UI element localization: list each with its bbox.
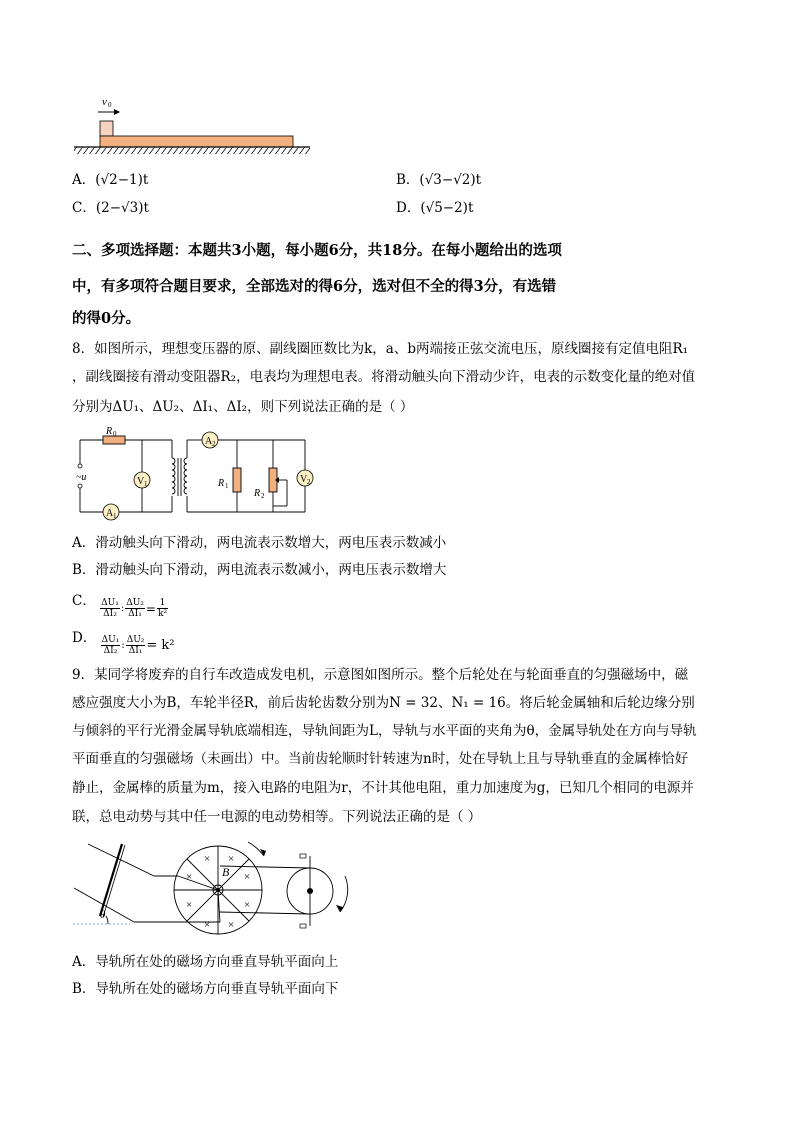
q8-option-c-ratio: $\frac{\text{ΔU₁}}{\text{ΔI₂}}$ : $\frac{\text{ΔU₂}}{\text{ΔI₁}}$ = $\frac{1}{\text{k²}}$ [101, 598, 168, 619]
v0-label: v [102, 96, 107, 108]
bicycle-generator-figure [70, 832, 360, 942]
r1-label: R [218, 478, 225, 489]
svg-text:×: × [204, 853, 211, 865]
svg-text:A: A [106, 508, 114, 519]
q7-option-b[interactable]: B．(√3−√2)t [396, 172, 482, 188]
q7-option-a-expr: (√2−1)t [95, 172, 149, 188]
q8-option-b[interactable]: B．滑动触头向下滑动，两电流表示数减小，两电压表示数增大 [72, 562, 447, 578]
svg-text:A: A [205, 436, 213, 447]
q9-stem-line5: 静止，金属棒的质量为m，接入电路的电阻为r，不计其他电阻，重力加速度为g，已知几个相同的电源并 [72, 780, 694, 796]
svg-text:1: 1 [113, 512, 117, 520]
q9-option-b[interactable]: B．导轨所在处的磁场方向垂直导轨平面向下 [72, 981, 339, 997]
v1-meter [134, 472, 150, 488]
svg-text:1: 1 [225, 482, 229, 490]
q8-stem-line2: ，副线圈接有滑动变阻器R₂，电表均为理想电表。将滑动触头向下滑动少许，电表的示数变化量的绝对值 [72, 369, 696, 385]
q8-stem-line1: 8．如图所示，理想变压器的原、副线圈匝数比为k，a、b两端接正弦交流电压，原线圈接有定值电阻R₁ [72, 341, 689, 357]
svg-text:×: × [204, 919, 211, 931]
theta-label: θ [100, 909, 106, 921]
q7-option-d[interactable]: D．(√5−2)t [396, 200, 474, 216]
q7-option-b-expr: (√3−√2)t [419, 172, 482, 188]
wheel-rotation-arrow [248, 842, 264, 856]
r1-resistor [233, 468, 241, 492]
svg-text:1: 1 [144, 480, 148, 488]
svg-text:×: × [244, 871, 251, 883]
v2-meter [297, 470, 313, 486]
svg-text:×: × [186, 871, 193, 883]
v0-sub: 0 [108, 101, 112, 109]
q7-option-c-expr: (2−√3)t [95, 200, 149, 216]
svg-text:2: 2 [212, 440, 216, 448]
a2-meter [202, 432, 218, 448]
q9-option-a[interactable]: A．导轨所在处的磁场方向垂直导轨平面向上 [72, 954, 339, 970]
r2-label: R [254, 488, 261, 499]
q7-option-c[interactable]: C．(2−√3)t [72, 200, 149, 216]
section2-heading-line1: 二、多项选择题：本题共3小题，每小题6分，共18分。在每小题给出的选项 [72, 242, 562, 259]
block-board-figure [70, 92, 320, 156]
svg-text:V: V [137, 476, 145, 487]
q7-option-d-expr: (√5−2)t [420, 200, 474, 216]
svg-text:×: × [244, 899, 251, 911]
a1-meter [103, 504, 119, 520]
q8-option-c[interactable]: C． $\frac{\text{ΔU₁}}{\text{ΔI₂}}$ : $\frac{\text{ΔU₂}}{\text{ΔI₁}}$ = $\frac{1}{\text{k²}}$ [72, 593, 168, 619]
q9-stem-line4: 平面垂直的匀强磁场（未画出）中。当前齿轮顺时针转速为n时，处在导轨上且与导轨垂直的金属棒恰好 [72, 751, 689, 767]
q9-stem-line6: 联，总电动势与其中任一电源的电动势相等。下列说法正确的是（ ） [72, 809, 482, 825]
svg-text:2: 2 [307, 478, 311, 486]
q8-stem-line3: 分别为ΔU₁、ΔU₂、ΔI₁、ΔI₂，则下列说法正确的是（ ） [72, 399, 414, 415]
svg-text:×: × [186, 899, 193, 911]
source-label: ~u [76, 472, 87, 483]
q9-stem-line1: 9．某同学将废弃的自行车改造成发电机，示意图如图所示。整个后轮处在与轮面垂直的匀强磁场中，磁 [72, 667, 689, 683]
q9-stem-line2: 感应强度大小为B，车轮半径R，前后齿轮齿数分别为N = 32、N₁ = 16。将后轮金属轴和后轮边缘分别 [72, 695, 695, 711]
r0-label: R [106, 426, 113, 437]
svg-text:V: V [300, 474, 308, 485]
section2-heading-line2: 中，有多项符合题目要求，全部选对的得6分，选对但不全的得3分，有选错 [72, 278, 557, 295]
q8-option-d-ratio: $\frac{\text{ΔU₁}}{\text{ΔI₂}}$ : $\frac{\text{ΔU₂}}{\text{ΔI₁}}$ = k² [101, 635, 175, 656]
long-board [100, 136, 293, 147]
b-field-label: B [222, 865, 230, 879]
ground-hatch [74, 147, 310, 154]
svg-text:×: × [228, 919, 235, 931]
svg-text:×: × [228, 853, 235, 865]
q9-stem-line3: 与倾斜的平行光滑金属导轨底端相连，导轨间距为L，导轨与水平面的夹角为θ，金属导轨处在方向与导轨 [72, 723, 697, 739]
small-block [100, 121, 113, 136]
svg-text:0: 0 [113, 430, 117, 438]
section2-heading-line3: 的得0分。 [72, 310, 141, 327]
transformer-circuit [70, 426, 330, 524]
svg-text:2: 2 [261, 492, 265, 500]
q8-option-d[interactable]: D． $\frac{\text{ΔU₁}}{\text{ΔI₂}}$ : $\frac{\text{ΔU₂}}{\text{ΔI₁}}$ = k² [72, 630, 175, 656]
q8-option-a[interactable]: A．滑动触头向下滑动，两电流表示数增大，两电压表示数减小 [72, 535, 447, 551]
q7-option-a[interactable]: A．(√2−1)t [72, 172, 149, 188]
